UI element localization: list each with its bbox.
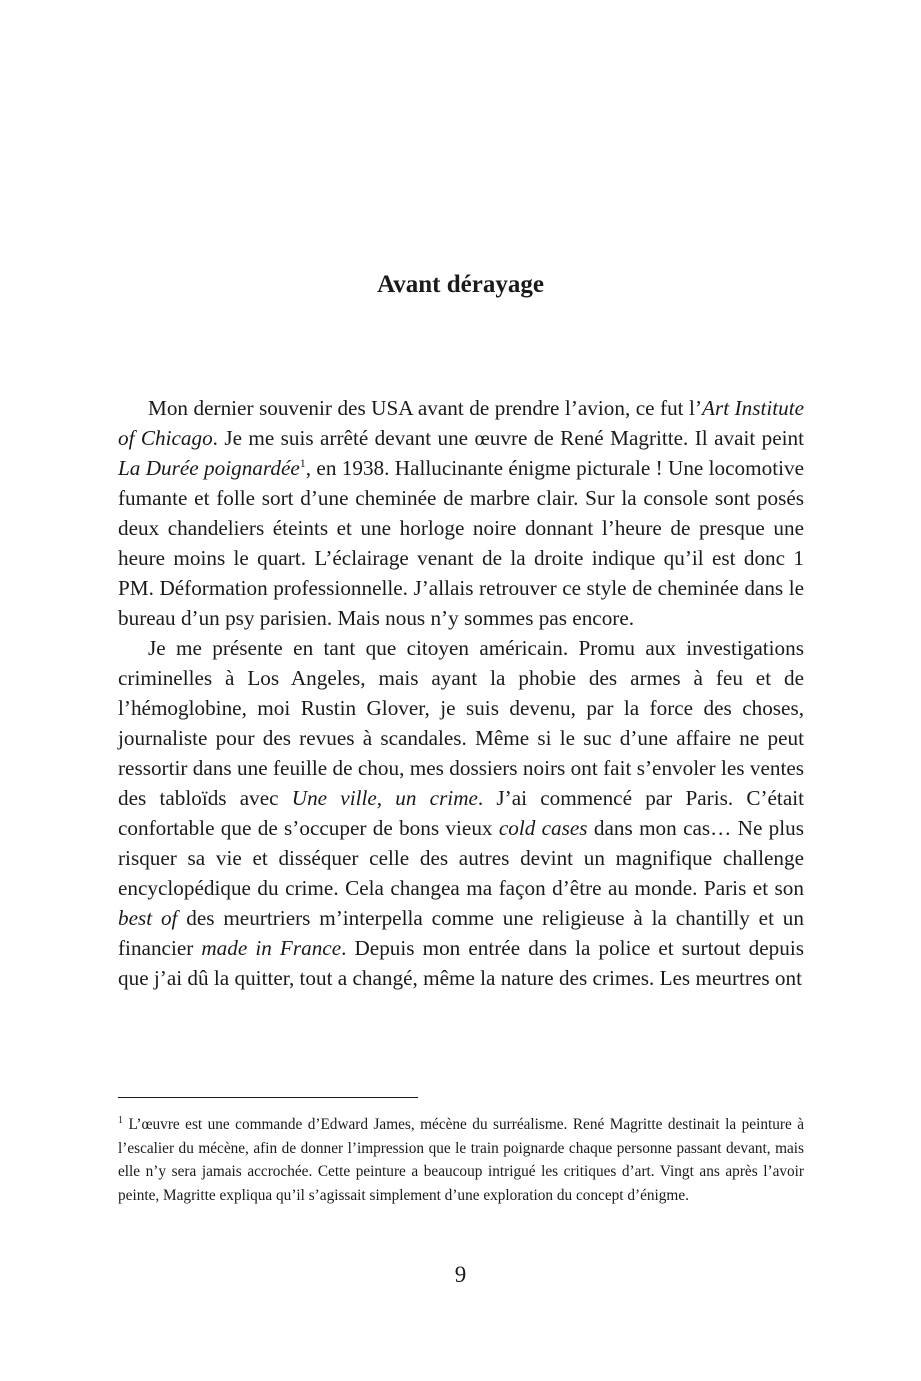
text-run: Mon dernier souvenir des USA avant de prendre l’avion, ce fut l’ xyxy=(148,396,702,420)
text-run: . J’ai commencé par Paris. C’était confortable que de s’occuper de bons vieux xyxy=(118,786,804,840)
italic-title: La Durée poignardée xyxy=(118,456,300,480)
text-run: . Je me suis arrêté devant une œuvre de René Magritte. Il avait peint xyxy=(212,426,804,450)
italic-phrase: made in France xyxy=(201,936,342,960)
text-run: Je me présente en tant que citoyen américain. Promu aux investigations criminelles à Los Angeles, mais ayant la phobie des armes à feu et de l’hémoglobine, moi Rustin Glover, je suis devenu, par la force des choses, journaliste pour des revues à scandales. Même si le suc d’une affaire ne peut ressortir dans une feuille de chou, mes dossiers noirs ont fait s’envoler les ventes des tabloïds avec xyxy=(118,636,804,810)
text-run: des meurtriers m’interpella comme une religieuse à la chantilly et un financier xyxy=(118,906,804,960)
italic-title: Une ville, un crime xyxy=(291,786,478,810)
page-number: 9 xyxy=(454,1262,467,1287)
footnote-marker: 1 xyxy=(118,1114,123,1126)
footnote-text: L’œuvre est une commande d’Edward James, mécène du surréalisme. René Magritte destinait la peinture à l’escalier du mécène, afin de donner l’impression que le train poignarde chaque personne passant devant, mais elle n’y sera jamais accrochée. Cette peinture a beaucoup intrigué les critiques d’art. Vingt ans après l’avoir peinte, Magritte expliqua qu’il s’agissait simplement d’une exploration du concept d’énigme. xyxy=(118,1116,804,1204)
footnote-reference: 1 xyxy=(299,455,306,470)
footnote-divider xyxy=(118,1097,418,1098)
paragraph-1 xyxy=(118,393,804,633)
paragraph-2 xyxy=(118,633,804,993)
italic-phrase: best of xyxy=(118,906,178,930)
chapter-title: Avant dérayage xyxy=(377,271,544,298)
body-text xyxy=(118,393,804,993)
text-run: dans mon cas… Ne plus risquer sa vie et disséquer celle des autres devint un magnifique challenge encyclopédique du crime. Cela changea ma façon d’être au monde. Paris et son xyxy=(118,816,804,900)
footnote xyxy=(118,1113,804,1207)
italic-phrase: cold cases xyxy=(498,816,588,840)
italic-title: Art Institute of Chicago xyxy=(118,396,805,450)
text-run: . Depuis mon entrée dans la police et surtout depuis que j’ai dû la quitter, tout a changé, même la nature des crimes. Les meurtres ont xyxy=(118,936,804,990)
text-run: , en 1938. Hallucinante énigme picturale ! Une locomotive fumante et folle sort d’une cheminée de marbre clair. Sur la console sont posés deux chandeliers éteints et une horloge noire donnant l’heure de presque une heure moins le quart. L’éclairage venant de la droite indique qu’il est donc 1 PM. Déformation professionnelle. J’allais retrouver ce style de cheminée dans le bureau d’un psy parisien. Mais nous n’y sommes pas encore. xyxy=(118,456,804,630)
